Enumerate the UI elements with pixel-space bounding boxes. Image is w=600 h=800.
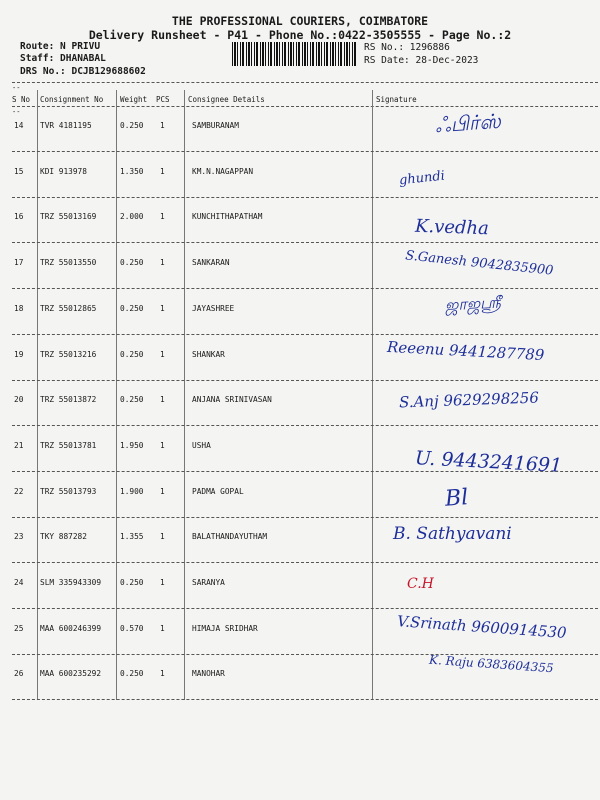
row-consignment-no: TRZ 55013781 (40, 440, 97, 450)
row-sno: 14 (14, 121, 24, 130)
row-pcs: 1 (160, 212, 165, 222)
signature-handwriting: ஃபிர்ஸ் (434, 108, 502, 138)
row-consignment-no: TRZ 55013793 (40, 486, 97, 496)
row-consignee: HIMAJA SRIDHAR (192, 623, 258, 633)
signature-handwriting: V.Srinath 9600914530 (396, 611, 568, 642)
row-consignment-no: MAA 600235292 (40, 669, 102, 679)
row-pcs: 1 (160, 623, 165, 633)
row-consignee: PADMA GOPAL (192, 486, 244, 496)
row-consignee: MANOHAR (192, 669, 225, 679)
row-separator (12, 654, 598, 655)
barcode (232, 42, 358, 66)
row-separator (12, 380, 598, 381)
row-weight: 0.570 (120, 623, 144, 633)
row-weight: 1.900 (120, 486, 144, 496)
row-consignment-no: TRZ 55013872 (40, 395, 97, 405)
row-separator (12, 288, 598, 289)
column-header-weight: Weight (120, 95, 148, 104)
header-rule-top (12, 82, 598, 83)
row-sno: 17 (14, 258, 24, 268)
signature-handwriting: ghundi (398, 168, 446, 189)
column-header-consignment: Consignment No (40, 95, 104, 104)
row-pcs: 1 (160, 349, 165, 359)
row-pcs: 1 (160, 486, 165, 496)
signature-handwriting: S.Anj 9629298256 (398, 388, 540, 412)
row-consignment-no: TVR 4181195 (40, 121, 92, 130)
signature-handwriting: C.H (407, 576, 434, 592)
row-pcs: 1 (160, 121, 165, 130)
row-sno: 25 (14, 623, 24, 633)
row-pcs: 1 (160, 166, 165, 176)
row-consignee: SHANKAR (192, 349, 225, 359)
row-separator (12, 562, 598, 563)
signature-handwriting: Bl (444, 484, 470, 512)
row-pcs: 1 (160, 532, 165, 542)
row-consignee: KUNCHITHAPATHAM (192, 212, 263, 222)
signature-handwriting: K.vedha (414, 216, 490, 240)
row-weight: 0.250 (120, 258, 144, 268)
row-weight: 1.350 (120, 166, 144, 176)
row-consignee: SANKARAN (192, 258, 230, 268)
row-weight: 2.000 (120, 212, 144, 222)
staff-label: Staff: DHANABAL (20, 53, 106, 64)
row-sno: 16 (14, 212, 24, 222)
header-rule-bottom (12, 106, 598, 107)
row-consignment-no: TRZ 55013169 (40, 212, 97, 222)
row-weight: 0.250 (120, 669, 144, 679)
row-sno: 18 (14, 303, 24, 313)
signature-handwriting: B. Sathyavani (393, 524, 512, 545)
row-consignee: JAYASHREE (192, 303, 235, 313)
rs-date: RS Date: 28-Dec-2023 (364, 55, 479, 66)
row-consignment-no: TRZ 55012865 (40, 303, 97, 313)
route-label: Route: N PRIVU (20, 41, 101, 52)
row-consignment-no: TRZ 55013216 (40, 349, 97, 359)
runsheet-title: Delivery Runsheet - P41 - Phone No.:0422-3505555 - Page No.:2 (88, 28, 512, 42)
row-separator (12, 197, 598, 198)
signature-handwriting: S.Ganesh 9042835900 (404, 248, 555, 279)
row-separator (12, 608, 598, 609)
row-pcs: 1 (160, 440, 165, 450)
row-separator (12, 699, 598, 700)
row-separator (12, 151, 598, 152)
signature-handwriting: U. 9443241691 (414, 447, 563, 477)
row-separator (12, 425, 598, 426)
row-sno: 23 (14, 532, 24, 542)
signature-handwriting: Reeenu 9441287789 (386, 337, 545, 364)
row-consignment-no: TRZ 55013550 (40, 258, 97, 268)
column-header-consignee: Consignee Details (188, 95, 265, 104)
row-weight: 1.355 (120, 532, 144, 542)
row-sno: 15 (14, 166, 24, 176)
row-weight: 0.250 (120, 578, 144, 587)
row-weight: 0.250 (120, 121, 144, 130)
column-rule-marker: -- (12, 84, 21, 92)
column-header-signature: Signature (376, 95, 417, 104)
drs-number: DRS No.: DCJB129688602 (20, 66, 146, 77)
row-sno: 24 (14, 578, 24, 587)
company-name: THE PROFESSIONAL COURIERS, COIMBATORE (171, 14, 429, 28)
row-consignee: KM.N.NAGAPPAN (192, 166, 254, 176)
row-weight: 0.250 (120, 349, 144, 359)
column-header-pcs: PCS (156, 95, 170, 104)
row-pcs: 1 (160, 303, 165, 313)
column-header-sno: S No (12, 95, 31, 104)
row-consignment-no: SLM 335943309 (40, 578, 102, 587)
row-separator (12, 242, 598, 243)
row-consignee: USHA (192, 440, 211, 450)
row-separator (12, 471, 598, 472)
row-consignment-no: MAA 600246399 (40, 623, 102, 633)
row-weight: 1.950 (120, 440, 144, 450)
row-consignment-no: KDI 913978 (40, 166, 87, 176)
signature-handwriting: K. Raju 6383604355 (428, 653, 555, 676)
row-weight: 0.250 (120, 395, 144, 405)
row-sno: 26 (14, 669, 24, 679)
row-sno: 19 (14, 349, 24, 359)
row-consignee: ANJANA SRINIVASAN (192, 395, 272, 405)
row-consignee: SARANYA (192, 578, 225, 587)
row-weight: 0.250 (120, 303, 144, 313)
row-consignee: BALATHANDAYUTHAM (192, 532, 268, 542)
row-sno: 20 (14, 395, 24, 405)
row-sno: 21 (14, 440, 24, 450)
row-consignment-no: TKY 887282 (40, 532, 87, 542)
row-pcs: 1 (160, 395, 165, 405)
row-separator (12, 334, 598, 335)
row-pcs: 1 (160, 669, 165, 679)
row-consignee: SAMBURANAM (192, 121, 239, 130)
rs-number: RS No.: 1296886 (364, 42, 450, 53)
row-pcs: 1 (160, 258, 165, 268)
row-separator (12, 517, 598, 518)
row-sno: 22 (14, 486, 24, 496)
signature-handwriting: ஜாஜஸ்ரீ (444, 292, 502, 315)
column-rule-marker: -- (12, 108, 21, 116)
row-pcs: 1 (160, 578, 165, 587)
